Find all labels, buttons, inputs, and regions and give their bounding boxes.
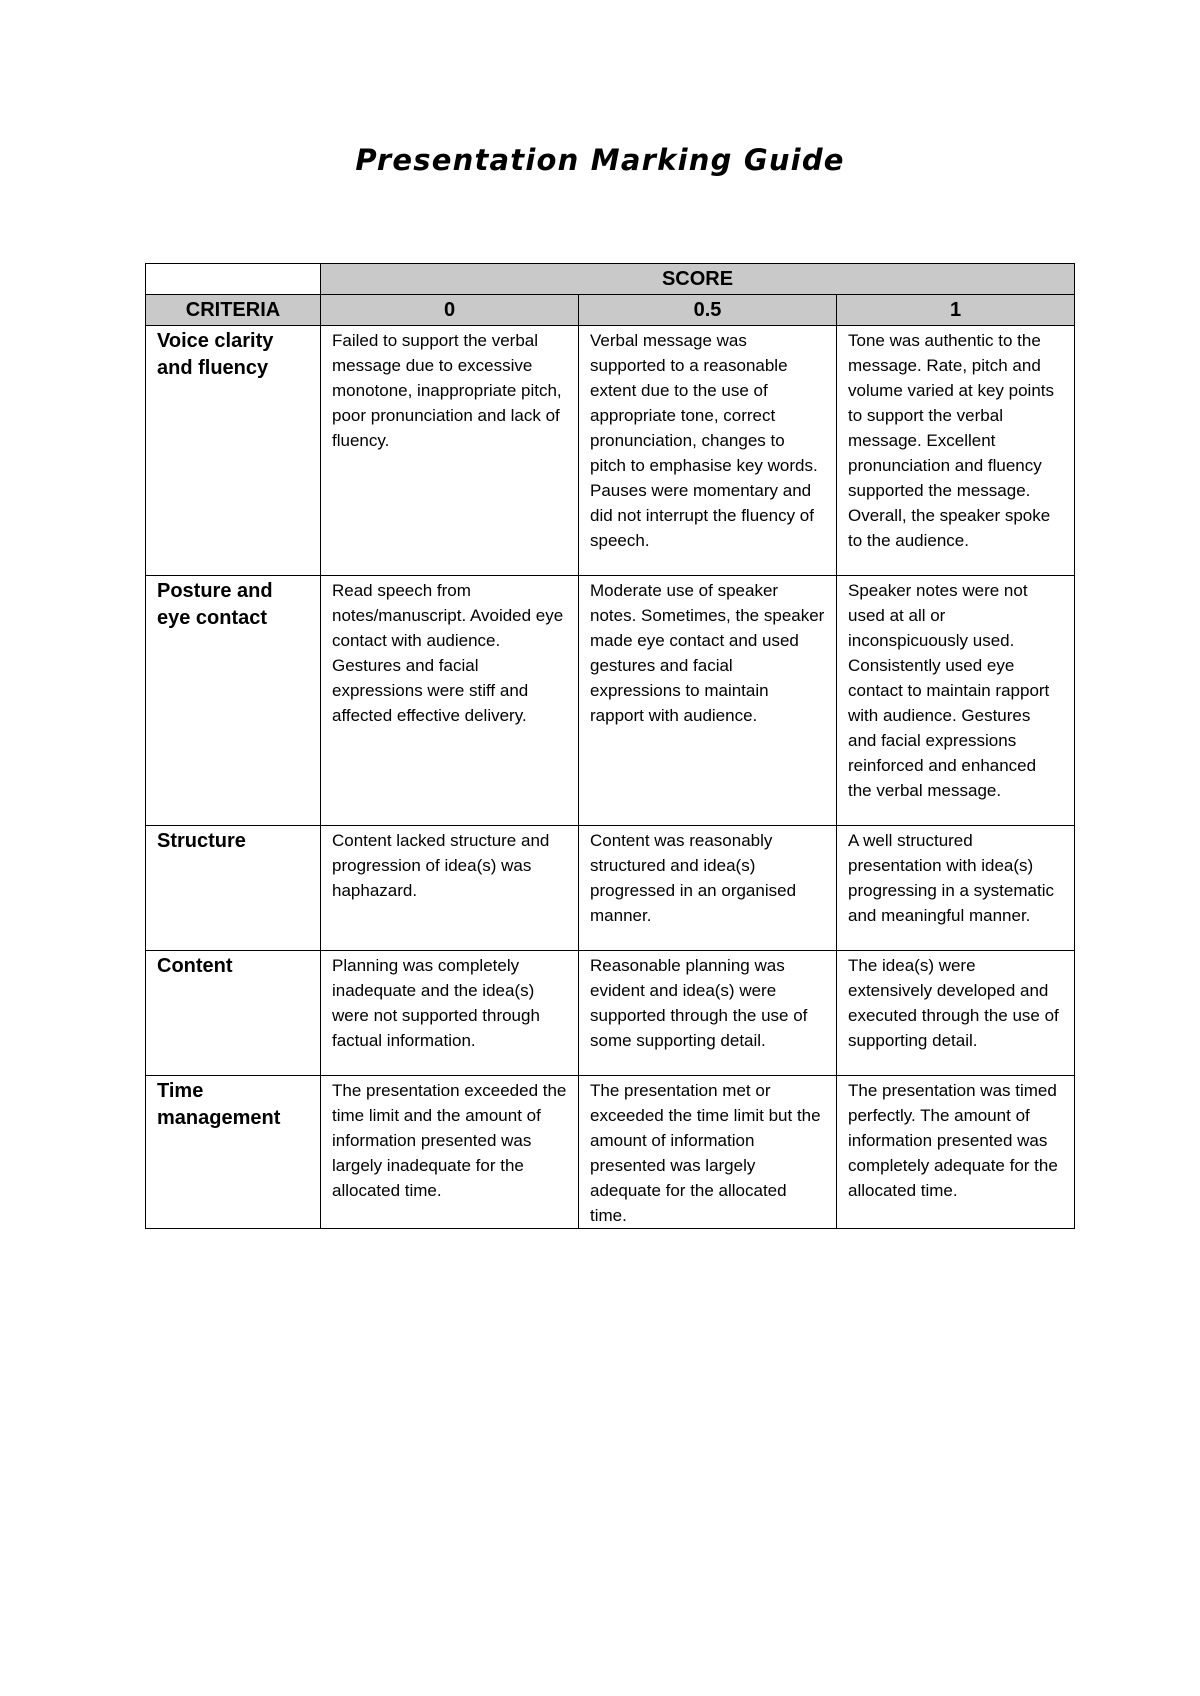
descriptor-cell: A well structured presentation with idea(s) progressing in a systematic and meaningful manner. [837,826,1075,951]
descriptor-cell: Moderate use of speaker notes. Sometimes, the speaker made eye contact and used gestures and facial expressions to maintain rapport with audience. [579,576,837,826]
descriptor-cell: Read speech from notes/manuscript. Avoided eye contact with audience. Gestures and facial expressions were stiff and affected effective delivery. [321,576,579,826]
descriptor-cell: Speaker notes were not used at all or inconspicuously used. Consistently used eye contact to maintain rapport with audience. Gestures and facial expressions reinforced and enhanced the verbal message. [837,576,1075,826]
criterion-cell: Content [146,951,321,1076]
score-header-row [146,264,1075,295]
column-header-row [146,295,1075,326]
descriptor-cell: The presentation exceeded the time limit and the amount of information presented was largely inadequate for the allocated time. [321,1076,579,1229]
criterion-cell: Voice clarity and fluency [146,326,321,576]
descriptor-cell: The idea(s) were extensively developed and executed through the use of supporting detail. [837,951,1075,1076]
criterion-cell: Posture and eye contact [146,576,321,826]
descriptor-cell: Verbal message was supported to a reasonable extent due to the use of appropriate tone, correct pronunciation, changes to pitch to emphasise key words. Pauses were momentary and did not interrupt the fluency of speech. [579,326,837,576]
descriptor-cell: The presentation was timed perfectly. The amount of information presented was completely adequate for the allocated time. [837,1076,1075,1229]
descriptor-cell: Content was reasonably structured and idea(s) progressed in an organised manner. [579,826,837,951]
score-level-header: 0 [321,295,579,326]
page-title: Presentation Marking Guide [355,143,845,177]
criteria-header: CRITERIA [146,295,321,326]
descriptor-cell: Failed to support the verbal message due to excessive monotone, inappropriate pitch, poor pronunciation and lack of fluency. [321,326,579,576]
table-row [146,951,1075,1076]
score-header: SCORE [321,264,1075,295]
table-row [146,326,1075,576]
descriptor-cell: The presentation met or exceeded the time limit but the amount of information presented was largely adequate for the allocated time. [579,1076,837,1229]
blank-header-cell [146,264,321,295]
score-level-header: 0.5 [579,295,837,326]
descriptor-cell: Planning was completely inadequate and the idea(s) were not supported through factual information. [321,951,579,1076]
descriptor-cell: Content lacked structure and progression of idea(s) was haphazard. [321,826,579,951]
criterion-cell: Time management [146,1076,321,1229]
score-level-header: 1 [837,295,1075,326]
marking-rubric-table [145,263,1075,1229]
descriptor-cell: Reasonable planning was evident and idea(s) were supported through the use of some supporting detail. [579,951,837,1076]
criterion-cell: Structure [146,826,321,951]
table-row [146,1076,1075,1229]
descriptor-cell: Tone was authentic to the message. Rate, pitch and volume varied at key points to support the verbal message. Excellent pronunciation and fluency supported the message. Overall, the speaker spoke to the audience. [837,326,1075,576]
table-row [146,826,1075,951]
table-row [146,576,1075,826]
